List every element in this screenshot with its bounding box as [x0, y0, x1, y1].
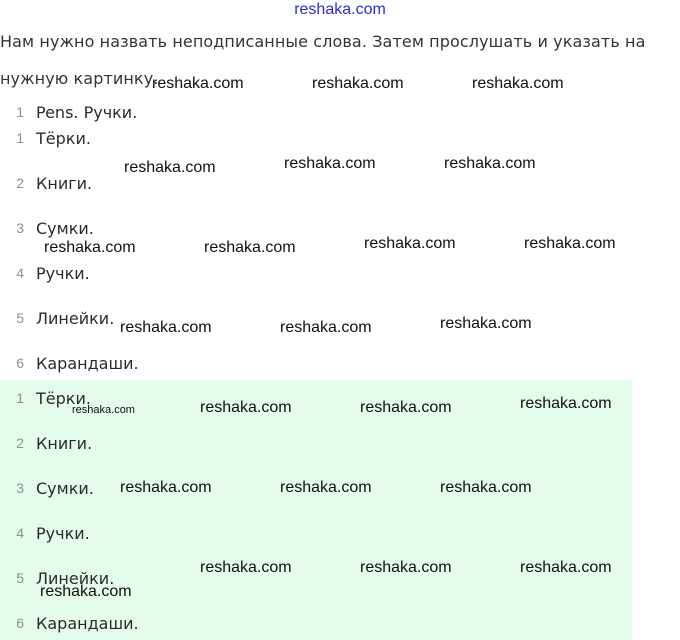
item-text: Сумки. — [36, 218, 94, 238]
item-text: Pens. Ручки. — [36, 102, 138, 122]
watermark: reshaka.com — [472, 75, 564, 92]
watermark: reshaka.com — [524, 235, 616, 252]
list-two-item — [0, 476, 94, 500]
watermark: reshaka.com — [364, 235, 456, 252]
item-number: 1 — [16, 130, 24, 146]
item-number: 4 — [16, 525, 24, 541]
site-header-link[interactable]: reshaka.com — [294, 1, 386, 18]
watermark: reshaka.com — [204, 239, 296, 256]
watermark: reshaka.com — [44, 239, 136, 256]
item-number: 5 — [16, 570, 24, 586]
watermark: reshaka.com — [360, 399, 452, 416]
list-one-item — [0, 261, 90, 285]
item-text: Линейки. — [36, 568, 115, 588]
item-text: Ручки. — [36, 263, 90, 283]
watermark: reshaka.com — [280, 319, 372, 336]
watermark: reshaka.com — [520, 559, 612, 576]
watermark: reshaka.com — [72, 404, 135, 416]
item-text: Книги. — [36, 173, 93, 193]
list-two-item — [0, 431, 92, 455]
item-text: Карандаши. — [36, 353, 139, 373]
list-one-item — [0, 216, 94, 240]
watermark: reshaka.com — [152, 75, 244, 92]
watermark: reshaka.com — [40, 583, 132, 600]
watermark: reshaka.com — [120, 319, 212, 336]
list-one-item — [0, 306, 114, 330]
item-text: Тёрки. — [36, 388, 91, 408]
item-number: 4 — [16, 265, 24, 281]
watermark: reshaka.com — [312, 75, 404, 92]
item-number: 6 — [16, 355, 24, 371]
watermark: reshaka.com — [200, 399, 292, 416]
watermark: reshaka.com — [280, 479, 372, 496]
list-two-item — [0, 521, 90, 545]
item-number: 5 — [16, 310, 24, 326]
item-text: Сумки. — [36, 478, 94, 498]
watermark: reshaka.com — [520, 395, 612, 412]
watermark: reshaka.com — [444, 155, 536, 172]
item-number: 2 — [16, 435, 24, 451]
item-text: Книги. — [36, 433, 93, 453]
watermark: reshaka.com — [200, 559, 292, 576]
item-number: 3 — [16, 220, 24, 236]
watermark: reshaka.com — [360, 559, 452, 576]
item-text: Тёрки. — [36, 128, 91, 148]
intro-text-line-1: Нам нужно назвать неподписанные слова. Затем прослушать и указать на — [0, 32, 646, 51]
watermark: reshaka.com — [284, 155, 376, 172]
item-text: Карандаши. — [36, 613, 139, 633]
intro-text-line-2: нужную картинку. — [0, 69, 159, 88]
item-number: 6 — [16, 615, 24, 631]
watermark: reshaka.com — [440, 315, 532, 332]
item-number: 2 — [16, 175, 24, 191]
item-text: Ручки. — [36, 523, 90, 543]
list-one-item — [0, 351, 139, 375]
watermark: reshaka.com — [440, 479, 532, 496]
list-one-item — [0, 171, 92, 195]
list-one-item — [0, 126, 91, 150]
item-number: 3 — [16, 480, 24, 496]
watermark: reshaka.com — [124, 159, 216, 176]
list-two-item — [0, 611, 139, 635]
item-number: 1 — [16, 104, 24, 120]
watermark: reshaka.com — [120, 479, 212, 496]
answer-panel — [0, 380, 632, 640]
item-number: 1 — [16, 390, 24, 406]
item-text: Линейки. — [36, 308, 115, 328]
list-one-item — [0, 100, 137, 124]
